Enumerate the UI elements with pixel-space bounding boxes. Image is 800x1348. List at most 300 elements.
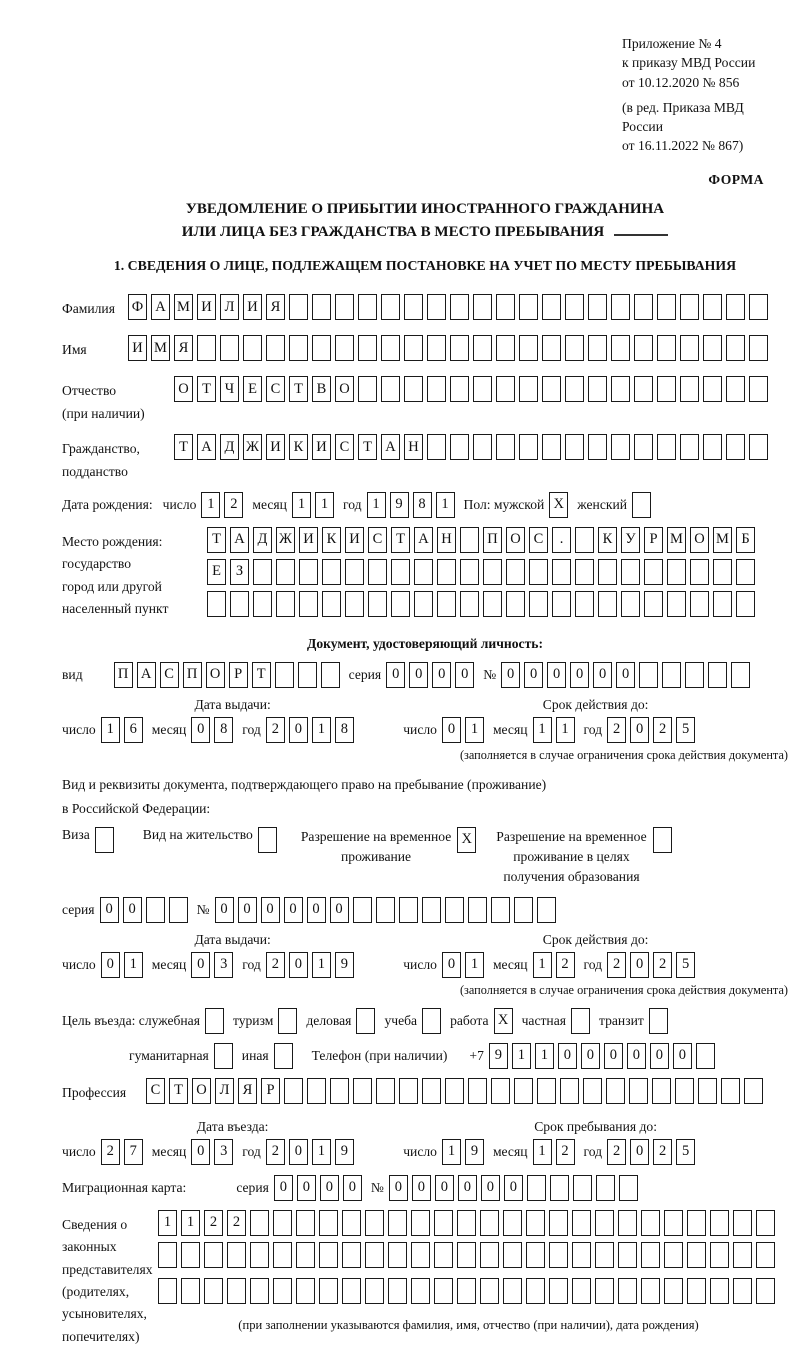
birth-place-cell[interactable]: И: [345, 527, 364, 553]
profession-cell[interactable]: С: [146, 1078, 165, 1104]
legal-representatives-cell[interactable]: [181, 1242, 200, 1268]
residence-doc-dates-right-cell[interactable]: 5: [676, 952, 695, 978]
profession-cell[interactable]: [353, 1078, 372, 1104]
identity-doc-dates-left-cell[interactable]: 6: [124, 717, 143, 743]
birth-place-cell[interactable]: [644, 559, 663, 585]
birth-place-cell[interactable]: [460, 591, 479, 617]
legal-representatives-cell[interactable]: [457, 1278, 476, 1304]
patronymic-cell[interactable]: [381, 376, 400, 402]
visit-purpose-2-phone-cell[interactable]: 0: [558, 1043, 577, 1069]
profession-cell[interactable]: Л: [215, 1078, 234, 1104]
visit-purpose-checkbox[interactable]: [571, 1008, 590, 1034]
legal-representatives-cell[interactable]: [388, 1210, 407, 1236]
profession-cell[interactable]: Р: [261, 1078, 280, 1104]
surname-cell[interactable]: [680, 294, 699, 320]
legal-representatives-cell[interactable]: [733, 1210, 752, 1236]
migration-card-cell[interactable]: 0: [297, 1175, 316, 1201]
birth-place-cell[interactable]: [575, 527, 594, 553]
birth-place-cell[interactable]: [667, 591, 686, 617]
patronymic-cell[interactable]: [680, 376, 699, 402]
birth-place-cell[interactable]: [368, 559, 387, 585]
birth-place-cell[interactable]: [552, 559, 571, 585]
legal-representatives-cell[interactable]: [480, 1242, 499, 1268]
birth-place-cell[interactable]: [621, 559, 640, 585]
identity-doc-cell[interactable]: П: [183, 662, 202, 688]
profession-cell[interactable]: [629, 1078, 648, 1104]
citizenship-cell[interactable]: [565, 434, 584, 460]
surname-cell[interactable]: А: [151, 294, 170, 320]
profession-cell[interactable]: [399, 1078, 418, 1104]
given-name-cell[interactable]: [496, 335, 515, 361]
given-name-cell[interactable]: [611, 335, 630, 361]
legal-representatives-cell[interactable]: [687, 1210, 706, 1236]
birth-place-cell[interactable]: А: [230, 527, 249, 553]
given-name-cell[interactable]: [680, 335, 699, 361]
legal-representatives-cell[interactable]: [273, 1242, 292, 1268]
legal-representatives-cell[interactable]: [204, 1278, 223, 1304]
legal-representatives-cell[interactable]: [250, 1242, 269, 1268]
legal-representatives-cell[interactable]: [434, 1210, 453, 1236]
legal-representatives-cell[interactable]: [227, 1242, 246, 1268]
entry-date-stay-right-cell[interactable]: 2: [653, 1139, 672, 1165]
surname-cell[interactable]: Ф: [128, 294, 147, 320]
residence-doc-series-cell[interactable]: 0: [123, 897, 142, 923]
migration-card-cell[interactable]: [573, 1175, 592, 1201]
surname-cell[interactable]: [749, 294, 768, 320]
birth-place-cell[interactable]: П: [483, 527, 502, 553]
surname-cell[interactable]: [450, 294, 469, 320]
visit-purpose-2-phone-cell[interactable]: 9: [489, 1043, 508, 1069]
legal-representatives-cell[interactable]: [733, 1278, 752, 1304]
identity-doc-dates-right-cell[interactable]: 1: [556, 717, 575, 743]
birth-place-cell[interactable]: [667, 559, 686, 585]
identity-doc-cell[interactable]: 0: [570, 662, 589, 688]
patronymic-cell[interactable]: О: [174, 376, 193, 402]
legal-representatives-cell[interactable]: [664, 1278, 683, 1304]
birth-place-cell[interactable]: О: [506, 527, 525, 553]
birth-place-cell[interactable]: Т: [391, 527, 410, 553]
legal-representatives-cell[interactable]: [618, 1242, 637, 1268]
entry-date-stay-left-cell[interactable]: 1: [312, 1139, 331, 1165]
birth-place-cell[interactable]: М: [713, 527, 732, 553]
identity-doc-cell[interactable]: [321, 662, 340, 688]
birth-place-cell[interactable]: З: [230, 559, 249, 585]
legal-representatives-cell[interactable]: [319, 1210, 338, 1236]
entry-date-stay-left-cell[interactable]: 3: [214, 1139, 233, 1165]
identity-doc-dates-left-cell[interactable]: 0: [191, 717, 210, 743]
identity-doc-cell[interactable]: 0: [593, 662, 612, 688]
migration-card-cell[interactable]: 0: [412, 1175, 431, 1201]
legal-representatives-cell[interactable]: [549, 1242, 568, 1268]
profession-cell[interactable]: [675, 1078, 694, 1104]
entry-date-stay-right-cell[interactable]: 2: [556, 1139, 575, 1165]
identity-doc-dates-left-cell[interactable]: 1: [312, 717, 331, 743]
identity-doc-cell[interactable]: [708, 662, 727, 688]
legal-representatives-cell[interactable]: [756, 1278, 775, 1304]
citizenship-cell[interactable]: И: [266, 434, 285, 460]
legal-representatives-cell[interactable]: [503, 1242, 522, 1268]
migration-card-cell[interactable]: [550, 1175, 569, 1201]
legal-representatives-cell[interactable]: [296, 1210, 315, 1236]
birth-place-cell[interactable]: У: [621, 527, 640, 553]
visit-purpose-2-phone-cell[interactable]: 0: [604, 1043, 623, 1069]
birth-place-cell[interactable]: К: [322, 527, 341, 553]
birth-place-cell[interactable]: Р: [644, 527, 663, 553]
birth-place-cell[interactable]: [299, 591, 318, 617]
legal-representatives-cell[interactable]: [664, 1210, 683, 1236]
given-name-cell[interactable]: [588, 335, 607, 361]
birth-place-cell[interactable]: .: [552, 527, 571, 553]
birth-place-cell[interactable]: [253, 591, 272, 617]
legal-representatives-cell[interactable]: [365, 1278, 384, 1304]
profession-cell[interactable]: Т: [169, 1078, 188, 1104]
given-name-cell[interactable]: [427, 335, 446, 361]
residence-doc-series-cell[interactable]: [514, 897, 533, 923]
legal-representatives-cell[interactable]: [733, 1242, 752, 1268]
identity-doc-cell[interactable]: [685, 662, 704, 688]
residence-doc-type-checkbox[interactable]: [258, 827, 277, 853]
birth-place-cell[interactable]: [460, 527, 479, 553]
identity-doc-cell[interactable]: [731, 662, 750, 688]
residence-doc-dates-right-cell[interactable]: 1: [465, 952, 484, 978]
birth-place-cell[interactable]: Т: [207, 527, 226, 553]
given-name-cell[interactable]: [358, 335, 377, 361]
migration-card-cell[interactable]: 0: [481, 1175, 500, 1201]
identity-doc-cell[interactable]: Т: [252, 662, 271, 688]
profession-cell[interactable]: [468, 1078, 487, 1104]
profession-cell[interactable]: [514, 1078, 533, 1104]
patronymic-cell[interactable]: Е: [243, 376, 262, 402]
citizenship-cell[interactable]: [542, 434, 561, 460]
surname-cell[interactable]: [634, 294, 653, 320]
surname-cell[interactable]: [519, 294, 538, 320]
birth-place-cell[interactable]: А: [414, 527, 433, 553]
legal-representatives-cell[interactable]: 1: [158, 1210, 177, 1236]
identity-doc-dates-left-cell[interactable]: 2: [266, 717, 285, 743]
given-name-cell[interactable]: [542, 335, 561, 361]
identity-doc-cell[interactable]: 0: [501, 662, 520, 688]
legal-representatives-cell[interactable]: [250, 1210, 269, 1236]
profession-cell[interactable]: [491, 1078, 510, 1104]
identity-doc-dates-left-cell[interactable]: 8: [214, 717, 233, 743]
surname-cell[interactable]: [565, 294, 584, 320]
residence-doc-dates-left-cell[interactable]: 2: [266, 952, 285, 978]
birth-place-cell[interactable]: С: [529, 527, 548, 553]
entry-date-stay-left-cell[interactable]: 7: [124, 1139, 143, 1165]
residence-doc-series-cell[interactable]: [468, 897, 487, 923]
given-name-cell[interactable]: [197, 335, 216, 361]
citizenship-cell[interactable]: И: [312, 434, 331, 460]
patronymic-cell[interactable]: [588, 376, 607, 402]
identity-doc-dates-right-cell[interactable]: 0: [630, 717, 649, 743]
surname-cell[interactable]: Л: [220, 294, 239, 320]
visit-purpose-checkbox[interactable]: [649, 1008, 668, 1034]
legal-representatives-cell[interactable]: [756, 1242, 775, 1268]
legal-representatives-cell[interactable]: [572, 1210, 591, 1236]
birth-place-cell[interactable]: [483, 591, 502, 617]
residence-doc-dates-left-cell[interactable]: 0: [191, 952, 210, 978]
legal-representatives-cell[interactable]: [618, 1278, 637, 1304]
profession-cell[interactable]: [307, 1078, 326, 1104]
birth-place-cell[interactable]: Д: [253, 527, 272, 553]
birth-place-cell[interactable]: [506, 591, 525, 617]
legal-representatives-cell[interactable]: [572, 1278, 591, 1304]
birth-place-cell[interactable]: [552, 591, 571, 617]
patronymic-cell[interactable]: [358, 376, 377, 402]
residence-doc-series-cell[interactable]: [445, 897, 464, 923]
birth-place-cell[interactable]: Н: [437, 527, 456, 553]
identity-doc-dates-left-cell[interactable]: 0: [289, 717, 308, 743]
birth-place-cell[interactable]: Ж: [276, 527, 295, 553]
identity-doc-cell[interactable]: 0: [432, 662, 451, 688]
identity-doc-dates-right-cell[interactable]: 1: [533, 717, 552, 743]
birth-place-cell[interactable]: [713, 559, 732, 585]
legal-representatives-cell[interactable]: [227, 1278, 246, 1304]
identity-doc-dates-left-cell[interactable]: 1: [101, 717, 120, 743]
birth-place-cell[interactable]: [391, 591, 410, 617]
surname-cell[interactable]: [611, 294, 630, 320]
citizenship-cell[interactable]: [450, 434, 469, 460]
residence-doc-series-cell[interactable]: 0: [238, 897, 257, 923]
residence-doc-dates-right-cell[interactable]: 2: [607, 952, 626, 978]
legal-representatives-cell[interactable]: [687, 1278, 706, 1304]
residence-doc-series-cell[interactable]: [169, 897, 188, 923]
legal-representatives-cell[interactable]: [296, 1242, 315, 1268]
entry-date-stay-left-cell[interactable]: 0: [191, 1139, 210, 1165]
given-name-cell[interactable]: [289, 335, 308, 361]
legal-representatives-cell[interactable]: [756, 1210, 775, 1236]
legal-representatives-cell[interactable]: [411, 1210, 430, 1236]
citizenship-cell[interactable]: А: [197, 434, 216, 460]
citizenship-cell[interactable]: Ж: [243, 434, 262, 460]
legal-representatives-cell[interactable]: [342, 1278, 361, 1304]
entry-date-stay-right-cell[interactable]: 1: [533, 1139, 552, 1165]
citizenship-cell[interactable]: Т: [174, 434, 193, 460]
visit-purpose-2-phone-cell[interactable]: 1: [512, 1043, 531, 1069]
identity-doc-dates-right-cell[interactable]: 5: [676, 717, 695, 743]
migration-card-cell[interactable]: [596, 1175, 615, 1201]
given-name-cell[interactable]: [749, 335, 768, 361]
surname-cell[interactable]: [358, 294, 377, 320]
migration-card-cell[interactable]: 0: [343, 1175, 362, 1201]
birthdate-sex-checkbox[interactable]: X: [549, 492, 568, 518]
birth-place-cell[interactable]: К: [598, 527, 617, 553]
surname-cell[interactable]: [703, 294, 722, 320]
residence-doc-dates-right-cell[interactable]: 2: [653, 952, 672, 978]
profession-cell[interactable]: [560, 1078, 579, 1104]
patronymic-cell[interactable]: [496, 376, 515, 402]
profession-cell[interactable]: [606, 1078, 625, 1104]
legal-representatives-cell[interactable]: [618, 1210, 637, 1236]
residence-doc-series-cell[interactable]: [146, 897, 165, 923]
patronymic-cell[interactable]: Т: [197, 376, 216, 402]
given-name-cell[interactable]: [726, 335, 745, 361]
patronymic-cell[interactable]: С: [266, 376, 285, 402]
residence-doc-dates-left-cell[interactable]: 0: [101, 952, 120, 978]
birth-place-cell[interactable]: [391, 559, 410, 585]
identity-doc-cell[interactable]: [639, 662, 658, 688]
identity-doc-dates-right-cell[interactable]: 2: [607, 717, 626, 743]
legal-representatives-cell[interactable]: [273, 1210, 292, 1236]
legal-representatives-cell[interactable]: [595, 1210, 614, 1236]
patronymic-cell[interactable]: [703, 376, 722, 402]
given-name-cell[interactable]: М: [151, 335, 170, 361]
birth-place-cell[interactable]: [414, 591, 433, 617]
residence-doc-series-cell[interactable]: 0: [330, 897, 349, 923]
birth-place-cell[interactable]: [598, 591, 617, 617]
residence-doc-dates-right-cell[interactable]: 0: [442, 952, 461, 978]
patronymic-cell[interactable]: [404, 376, 423, 402]
patronymic-cell[interactable]: Т: [289, 376, 308, 402]
legal-representatives-cell[interactable]: [388, 1278, 407, 1304]
profession-cell[interactable]: [583, 1078, 602, 1104]
birth-place-cell[interactable]: [299, 559, 318, 585]
given-name-cell[interactable]: [450, 335, 469, 361]
migration-card-cell[interactable]: 0: [320, 1175, 339, 1201]
given-name-cell[interactable]: [243, 335, 262, 361]
migration-card-cell[interactable]: 0: [458, 1175, 477, 1201]
legal-representatives-cell[interactable]: [595, 1278, 614, 1304]
surname-cell[interactable]: Я: [266, 294, 285, 320]
surname-cell[interactable]: [289, 294, 308, 320]
legal-representatives-cell[interactable]: [710, 1210, 729, 1236]
patronymic-cell[interactable]: В: [312, 376, 331, 402]
identity-doc-dates-right-cell[interactable]: 0: [442, 717, 461, 743]
entry-date-stay-right-cell[interactable]: 0: [630, 1139, 649, 1165]
birth-place-cell[interactable]: О: [690, 527, 709, 553]
given-name-cell[interactable]: [519, 335, 538, 361]
residence-doc-dates-left-cell[interactable]: 3: [214, 952, 233, 978]
legal-representatives-cell[interactable]: 2: [227, 1210, 246, 1236]
birth-place-cell[interactable]: [529, 591, 548, 617]
citizenship-cell[interactable]: [427, 434, 446, 460]
profession-cell[interactable]: [284, 1078, 303, 1104]
given-name-cell[interactable]: [404, 335, 423, 361]
citizenship-cell[interactable]: К: [289, 434, 308, 460]
citizenship-cell[interactable]: [703, 434, 722, 460]
birth-place-cell[interactable]: [322, 591, 341, 617]
citizenship-cell[interactable]: [496, 434, 515, 460]
birth-place-cell[interactable]: М: [667, 527, 686, 553]
patronymic-cell[interactable]: [749, 376, 768, 402]
residence-doc-series-cell[interactable]: 0: [100, 897, 119, 923]
residence-doc-dates-left-cell[interactable]: 1: [312, 952, 331, 978]
entry-date-stay-right-cell[interactable]: 9: [465, 1139, 484, 1165]
birth-place-cell[interactable]: Б: [736, 527, 755, 553]
given-name-cell[interactable]: [381, 335, 400, 361]
birth-place-cell[interactable]: [276, 591, 295, 617]
citizenship-cell[interactable]: А: [381, 434, 400, 460]
citizenship-cell[interactable]: [726, 434, 745, 460]
legal-representatives-cell[interactable]: [158, 1242, 177, 1268]
legal-representatives-cell[interactable]: [434, 1278, 453, 1304]
legal-representatives-cell[interactable]: [342, 1210, 361, 1236]
patronymic-cell[interactable]: [427, 376, 446, 402]
entry-date-stay-left-cell[interactable]: 2: [101, 1139, 120, 1165]
identity-doc-cell[interactable]: 0: [547, 662, 566, 688]
profession-cell[interactable]: [744, 1078, 763, 1104]
birth-place-cell[interactable]: [345, 559, 364, 585]
residence-doc-type-checkbox[interactable]: [653, 827, 672, 853]
profession-cell[interactable]: Я: [238, 1078, 257, 1104]
legal-representatives-cell[interactable]: [181, 1278, 200, 1304]
migration-card-cell[interactable]: 0: [504, 1175, 523, 1201]
legal-representatives-cell[interactable]: [549, 1210, 568, 1236]
profession-cell[interactable]: [330, 1078, 349, 1104]
migration-card-cell[interactable]: 0: [389, 1175, 408, 1201]
identity-doc-dates-right-cell[interactable]: 1: [465, 717, 484, 743]
legal-representatives-cell[interactable]: [503, 1210, 522, 1236]
legal-representatives-cell[interactable]: [273, 1278, 292, 1304]
legal-representatives-cell[interactable]: [158, 1278, 177, 1304]
legal-representatives-cell[interactable]: [641, 1210, 660, 1236]
patronymic-cell[interactable]: [473, 376, 492, 402]
birth-place-cell[interactable]: [322, 559, 341, 585]
legal-representatives-cell[interactable]: [204, 1242, 223, 1268]
given-name-cell[interactable]: [657, 335, 676, 361]
birth-place-cell[interactable]: [644, 591, 663, 617]
identity-doc-cell[interactable]: [662, 662, 681, 688]
visit-purpose-2-phone-cell[interactable]: 1: [535, 1043, 554, 1069]
visit-purpose-2-phone-checkbox[interactable]: [274, 1043, 293, 1069]
citizenship-cell[interactable]: [611, 434, 630, 460]
identity-doc-cell[interactable]: А: [137, 662, 156, 688]
surname-cell[interactable]: М: [174, 294, 193, 320]
legal-representatives-cell[interactable]: [411, 1242, 430, 1268]
identity-doc-cell[interactable]: 0: [386, 662, 405, 688]
visit-purpose-checkbox[interactable]: [278, 1008, 297, 1034]
birth-place-cell[interactable]: [414, 559, 433, 585]
entry-date-stay-right-cell[interactable]: 5: [676, 1139, 695, 1165]
birthdate-sex-cell[interactable]: 2: [224, 492, 243, 518]
given-name-cell[interactable]: [220, 335, 239, 361]
surname-cell[interactable]: [473, 294, 492, 320]
birth-place-cell[interactable]: [506, 559, 525, 585]
visit-purpose-checkbox[interactable]: [422, 1008, 441, 1034]
legal-representatives-cell[interactable]: [572, 1242, 591, 1268]
citizenship-cell[interactable]: Н: [404, 434, 423, 460]
patronymic-cell[interactable]: [565, 376, 584, 402]
legal-representatives-cell[interactable]: [549, 1278, 568, 1304]
migration-card-cell[interactable]: 0: [435, 1175, 454, 1201]
surname-cell[interactable]: [657, 294, 676, 320]
citizenship-cell[interactable]: [657, 434, 676, 460]
birthdate-sex-cell[interactable]: 1: [201, 492, 220, 518]
birthdate-sex-cell[interactable]: 1: [436, 492, 455, 518]
birth-place-cell[interactable]: [230, 591, 249, 617]
identity-doc-cell[interactable]: С: [160, 662, 179, 688]
identity-doc-cell[interactable]: [298, 662, 317, 688]
identity-doc-cell[interactable]: [275, 662, 294, 688]
residence-doc-series-cell[interactable]: [353, 897, 372, 923]
patronymic-cell[interactable]: Ч: [220, 376, 239, 402]
birth-place-cell[interactable]: [690, 591, 709, 617]
surname-cell[interactable]: И: [243, 294, 262, 320]
visit-purpose-2-phone-cell[interactable]: 0: [581, 1043, 600, 1069]
surname-cell[interactable]: [404, 294, 423, 320]
birthdate-sex-cell[interactable]: 1: [292, 492, 311, 518]
birthdate-sex-cell[interactable]: 1: [367, 492, 386, 518]
identity-doc-cell[interactable]: П: [114, 662, 133, 688]
migration-card-cell[interactable]: 0: [274, 1175, 293, 1201]
given-name-cell[interactable]: [312, 335, 331, 361]
residence-doc-series-cell[interactable]: [491, 897, 510, 923]
migration-card-cell[interactable]: [527, 1175, 546, 1201]
legal-representatives-cell[interactable]: [250, 1278, 269, 1304]
given-name-cell[interactable]: [266, 335, 285, 361]
identity-doc-dates-left-cell[interactable]: 8: [335, 717, 354, 743]
patronymic-cell[interactable]: [634, 376, 653, 402]
